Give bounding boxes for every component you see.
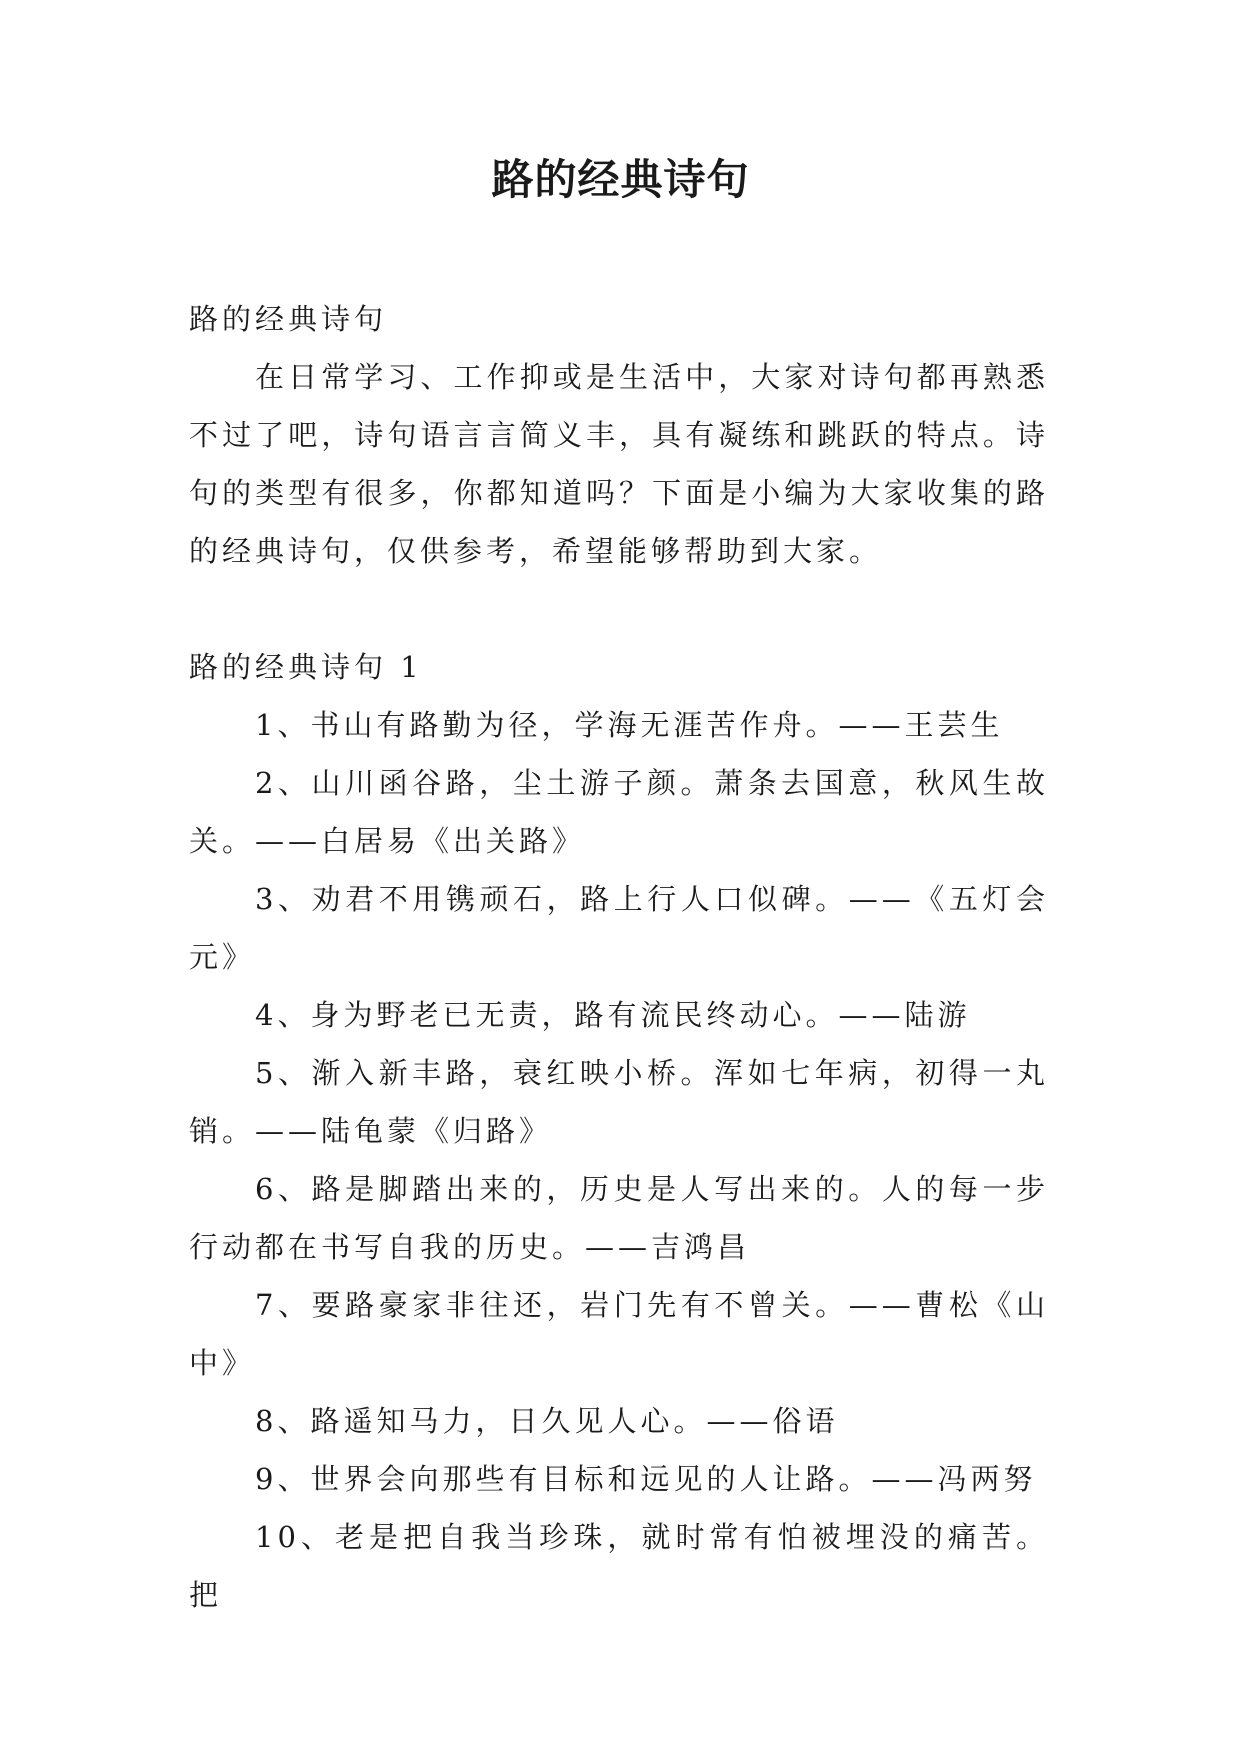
list-item: 7、要路豪家非往还，岩门先有不曾关。——曹松《山中》 xyxy=(189,1288,1049,1380)
paragraph-gap xyxy=(189,580,1049,638)
list-item: 4、身为野老已无责，路有流民终动心。——陆游 xyxy=(255,998,971,1032)
section-heading: 路的经典诗句 1 xyxy=(189,650,423,684)
list-item: 10、老是把自我当珍珠，就时常有怕被埋没的痛苦。把 xyxy=(189,1520,1049,1612)
document-title: 路的经典诗句 xyxy=(491,155,750,204)
list-item: 8、路遥知马力，日久见人心。——俗语 xyxy=(255,1404,839,1438)
list-item: 5、渐入新丰路，衰红映小桥。浑如七年病，初得一丸销。——陆龟蒙《归路》 xyxy=(189,1056,1049,1148)
list-item: 2、山川函谷路，尘土游子颜。萧条去国意，秋风生故关。——白居易《出关路》 xyxy=(189,766,1049,858)
subtitle: 路的经典诗句 xyxy=(189,302,388,336)
intro-paragraph: 在日常学习、工作抑或是生活中，大家对诗句都再熟悉不过了吧，诗句语言言简义丰，具有凝练和跳跃的特点。诗句的类型有很多，你都知道吗？下面是小编为大家收集的路的经典诗句，仅供参考，希望能够帮助到大家。 xyxy=(189,360,1049,568)
list-item: 3、劝君不用镌顽石，路上行人口似碑。——《五灯会元》 xyxy=(189,882,1049,974)
list-item: 1、书山有路勤为径，学海无涯苦作舟。——王芸生 xyxy=(255,708,1004,742)
list-item: 9、世界会向那些有目标和远见的人让路。——冯两努 xyxy=(255,1462,1037,1496)
list-item: 6、路是脚踏出来的，历史是人写出来的。人的每一步行动都在书写自我的历史。——吉鸿昌 xyxy=(189,1172,1049,1264)
document-body xyxy=(189,290,1049,1624)
